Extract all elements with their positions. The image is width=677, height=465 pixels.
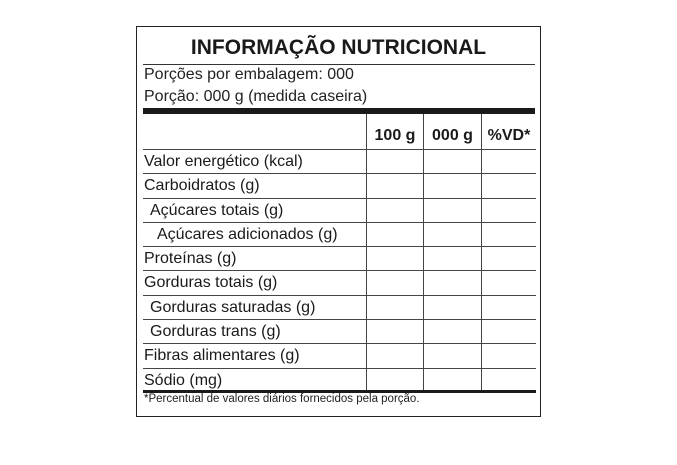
label-title: INFORMAÇÃO NUTRICIONAL — [190, 36, 487, 59]
value-portion — [423, 223, 481, 246]
table-row — [143, 174, 536, 198]
value-dv — [481, 344, 536, 367]
value-100g — [366, 247, 423, 270]
nutrient-name: Sódio (mg) — [144, 371, 223, 389]
nutrient-name: Valor energético (kcal) — [144, 153, 303, 170]
header-nutrient-cell — [143, 114, 366, 149]
value-dv — [481, 199, 536, 222]
value-portion — [423, 199, 481, 222]
value-portion — [423, 344, 481, 367]
nutrition-table — [143, 114, 536, 393]
nutrient-name: Gorduras trans (g) — [150, 323, 281, 341]
nutrient-name: Gorduras saturadas (g) — [150, 298, 316, 316]
nutrient-name: Açúcares adicionados (g) — [157, 225, 338, 243]
table-row — [143, 320, 536, 344]
nutrition-facts-label — [136, 26, 541, 417]
servings-per-package: Porções por embalagem: 000 — [144, 66, 354, 83]
value-dv — [481, 223, 536, 246]
daily-value-footnote: *Percentual de valores diários fornecidos pela porção. — [144, 393, 420, 405]
value-dv — [481, 174, 536, 197]
value-dv — [481, 271, 536, 294]
value-portion — [423, 320, 481, 343]
value-portion — [423, 369, 481, 390]
value-100g — [366, 296, 423, 319]
table-row — [143, 344, 536, 368]
value-dv — [481, 320, 536, 343]
nutrient-name: Carboidratos (g) — [144, 177, 260, 195]
value-100g — [366, 369, 423, 390]
value-100g — [366, 344, 423, 367]
value-100g — [366, 199, 423, 222]
nutrient-name: Gorduras totais (g) — [144, 274, 278, 292]
value-portion — [423, 296, 481, 319]
value-dv — [481, 369, 536, 390]
value-100g — [366, 271, 423, 294]
nutrient-name: Fibras alimentares (g) — [144, 347, 300, 365]
value-dv — [481, 150, 536, 173]
table-row — [143, 199, 536, 223]
value-100g — [366, 223, 423, 246]
column-header-dv: %VD* — [481, 114, 536, 149]
table-row — [143, 150, 536, 174]
table-row — [143, 271, 536, 295]
column-header-portion: 000 g — [423, 114, 481, 149]
title-divider — [143, 64, 535, 65]
value-portion — [423, 150, 481, 173]
value-portion — [423, 174, 481, 197]
value-dv — [481, 296, 536, 319]
table-row — [143, 369, 536, 393]
table-row — [143, 247, 536, 271]
value-portion — [423, 247, 481, 270]
value-100g — [366, 320, 423, 343]
table-header-row — [143, 114, 536, 150]
column-header-100g: 100 g — [366, 114, 423, 149]
serving-size: Porção: 000 g (medida caseira) — [144, 88, 368, 105]
nutrient-name: Proteínas (g) — [144, 250, 237, 268]
value-100g — [366, 150, 423, 173]
table-row — [143, 223, 536, 247]
nutrient-name: Açúcares totais (g) — [150, 201, 284, 219]
table-row — [143, 296, 536, 320]
value-100g — [366, 174, 423, 197]
value-dv — [481, 247, 536, 270]
value-portion — [423, 271, 481, 294]
